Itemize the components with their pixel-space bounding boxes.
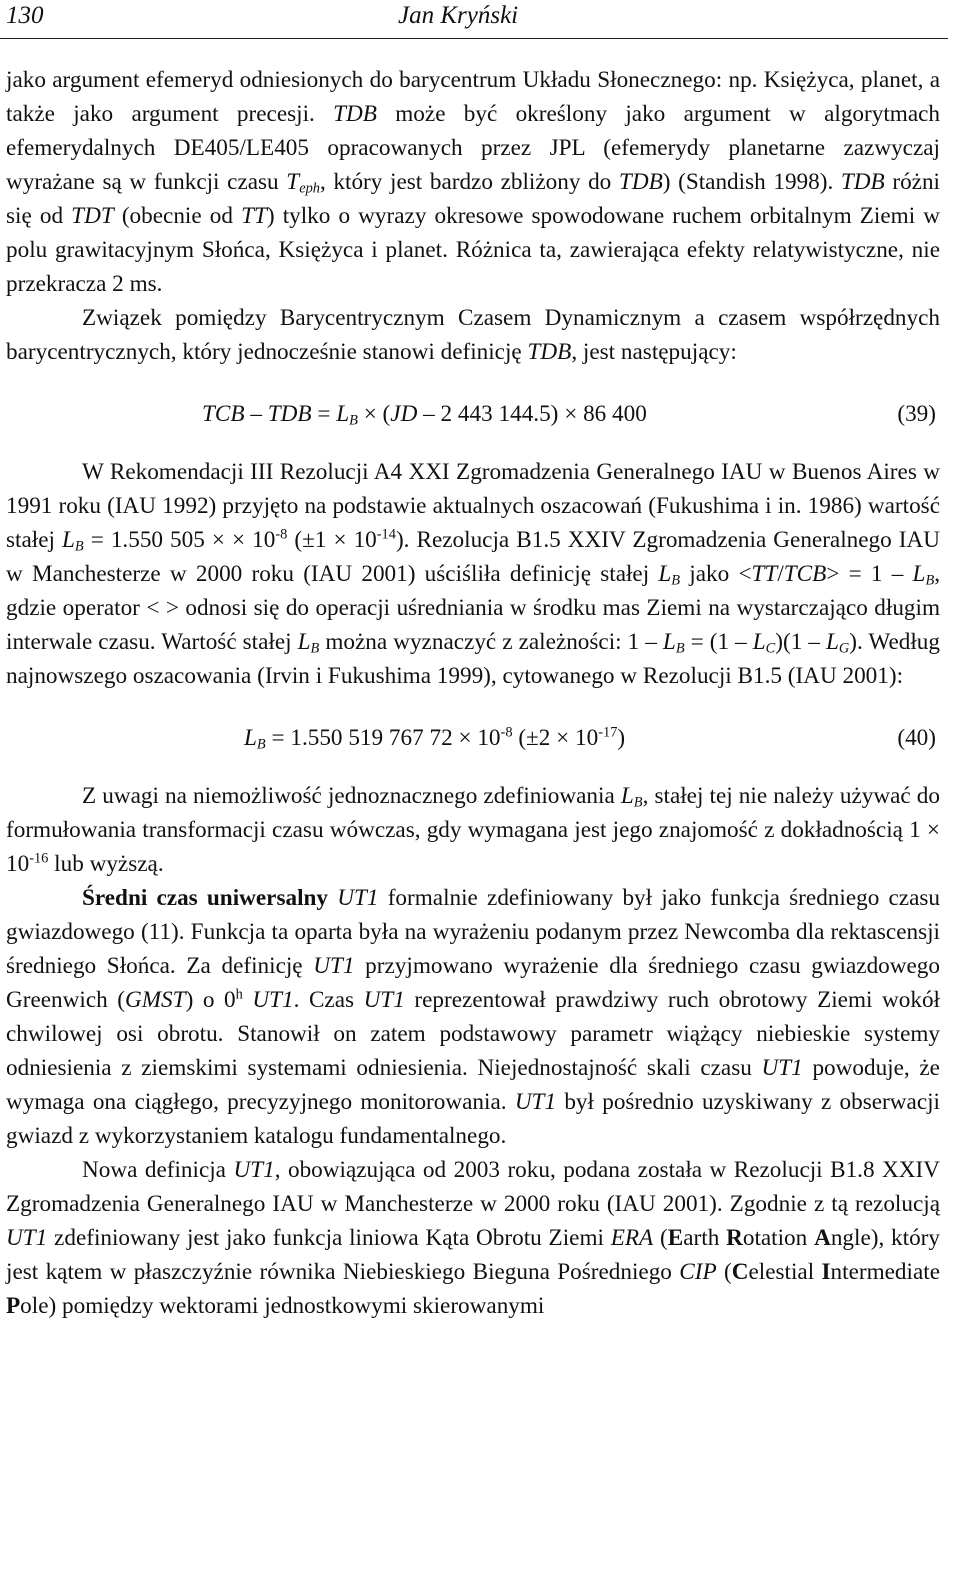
term-sredni-czas-uniwersalny: Średni czas uniwersalny [82,885,329,911]
equation-40-body: $L_B = 1.550$ 519 767 $72 \times 10^{-8}$ $(\pm 2 \times 10^{-17})$ [244,724,626,753]
page-number: 130 [6,2,44,29]
equation-39-number: (39) [897,401,936,427]
equation-40 [6,721,940,755]
paragraph-4: Z uwagi na niemożliwość jednoznacznego zdefiniowania $L_B$, stałej tej nie należy używać do formułowania transformacji czasu wówczas, gdy wymagana jest jego znajomość z dokładnością $1 \times 10^{-16}$ lub wyższą. [6,783,940,877]
paragraph-1: jako argument efemeryd odniesionych do barycentrum Układu Słonecznego: np. Księżyca, planet, a także jako argument precesji. TDB może być określony jako argument w algorytmach efemerydalnych DE405/LE405 opracowanych przez JPL (efemerydy planetarne zazwyczaj wyrażane są w funkcji czasu $T_{eph}$, który jest bardzo zbliżony do TDB) (Standish 1998). TDB różni się od TDT (obecnie od TT) tylko o wyrazy okresowe spowodowane ruchem orbitalnym Ziemi w polu grawitacyjnym Słońca, Księżyca i planet. Różnica ta, zawierająca efekty relatywistyczne, nie przekracza 2 ms. [6,67,940,297]
paragraph-2: Związek pomiędzy Barycentrycznym Czasem Dynamicznym a czasem współrzędnych barycentrycznych, który jednocześnie stanowi definicję TDB, jest następujący: [6,305,940,365]
running-head-author: Jan Kryński [398,2,519,29]
paragraph-3: W Rekomendacji III Rezolucji A4 XXI Zgromadzenia Generalnego IAU w Buenos Aires w 1991 roku (IAU 1992) przyjęto na podstawie aktualnych oszacowań (Fukushima i in. 1986) wartość stałej $L_B = 1.550$ 505 × × $10^{-8}$ $(\pm 1 \times 10^{-14})$. Rezolucja B1.5 XXIV Zgromadzenia Generalnego IAU w Manchesterze w 2000 roku (IAU 2001) uściśliła definicję stałej $L_B$ jako $<TT/TCB> = 1 - L_B$, gdzie operator < > odnosi się do operacji uśredniania w środku mas Ziemi na wystarczająco długim interwale czasu. Wartość stałej $L_B$ można wyznaczyć z zależności: $1 - L_B = (1 - L_C)(1 - L_G)$. Według najnowszego oszacowania (Irvin i Fukushima 1999), cytowanego w Rezolucji B1.5 (IAU 2001): [6,459,941,689]
page-header [0,0,948,39]
paragraph-5: Średni czas uniwersalny UT1 formalnie zdefiniowany był jako funkcja średniego czasu gwiazdowego (11). Funkcja ta oparta była na wyrażeniu podanym przez Newcomba dla rektascensji średniego Słońca. Za definicję UT1 przyjmowano wyrażenie dla średniego czasu gwiazdowego Greenwich (GMST) o 0$^h$ UT1. Czas UT1 reprezentował prawdziwy ruch obrotowy Ziemi wokół chwilowej osi obrotu. Stanowił on zatem podstawowy parametr wiążący niebieskie systemy odniesienia z ziemskimi systemami odniesienia. Niejednostajność skali czasu UT1 powoduje, że wymaga ona ciągłego, precyzyjnego monitorowania. UT1 był pośrednio uzyskiwany z obserwacji gwiazd z wykorzystaniem katalogu fundamentalnego. [6,885,941,1149]
equation-39-body: TCB – TDB = $L_B \times (JD - 2$ 443 144.5) × 86 400 [202,401,647,429]
equation-40-number: (40) [897,725,936,751]
body-text [6,63,940,1323]
equation-39 [6,397,940,431]
paragraph-6: Nowa definicja UT1, obowiązująca od 2003 roku, podana została w Rezolucji B1.8 XXIV Zgromadzenia Generalnego IAU w Manchesterze w 2000 roku (IAU 2001). Zgodnie z tą rezolucją UT1 zdefiniowany jest jako funkcja liniowa Kąta Obrotu Ziemi ERA (Earth Rotation Angle), który jest kątem w płaszczyźnie równika Niebieskiego Bieguna Pośredniego CIP (Celestial Intermediate Pole) pomiędzy wektorami jednostkowymi skierowanymi [6,1157,941,1319]
